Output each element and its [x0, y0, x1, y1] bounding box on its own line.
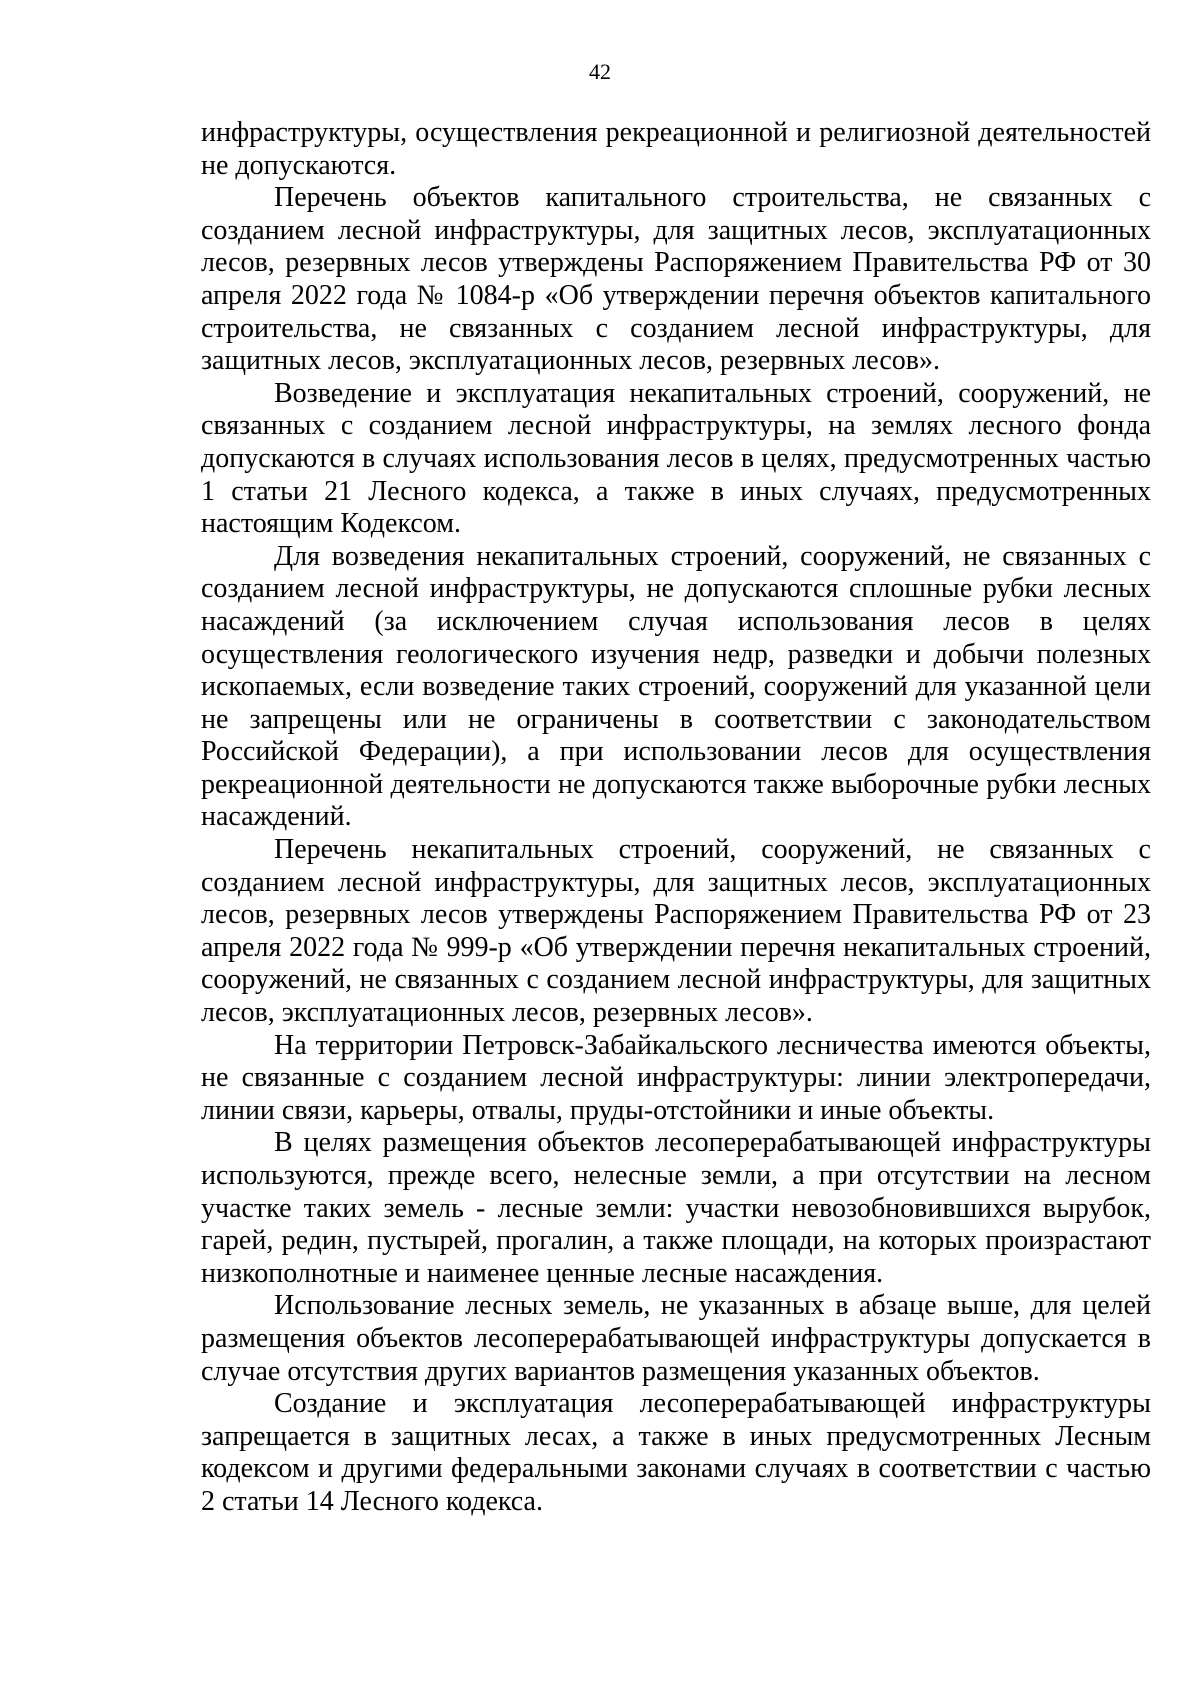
paragraph-capital-construction-list: Перечень объектов капитального строительства, не связанных с созданием лесной инфраструктуры, для защитных лесов, эксплуатационных лесов, резервных лесов утверждены Распоряжением Правительства РФ от 30 апреля 2022 года № 1084-р «Об утверждении перечня объектов капитального строительства, не связанных с созданием лесной инфраструктуры, для защитных лесов, эксплуатационных лесов, резервных лесов». — [201, 182, 1151, 377]
paragraph-existing-objects: На территории Петровск-Забайкальского лесничества имеются объекты, не связанные с созданием лесной инфраструктуры: линии электропередачи, линии связи, карьеры, отвалы, пруды-отстойники и иные объекты. — [201, 1029, 1151, 1126]
paragraph-non-capital-construction: Возведение и эксплуатация некапитальных строений, сооружений, не связанных с созданием лесной инфраструктуры, на землях лесного фонда допускаются в случаях использования лесов в целях, предусмотренных частью 1 статьи 21 Лесного кодекса, а также в иных случаях, предусмотренных настоящим Кодексом. — [201, 377, 1151, 540]
paragraph-clear-cutting-restriction: Для возведения некапитальных строений, сооружений, не связанных с созданием лесной инфраструктуры, не допускаются сплошные рубки лесных насаждений (за исключением случая использования лесов в целях осуществления геологического изучения недр, разведки и добычи полезных ископаемых, если возведение таких строений, сооружений для указанной цели не запрещены или не ограничены в соответствии с законодательством Российской Федерации), а при использовании лесов для осуществления рекреационной деятельности не допускаются также выборочные рубки лесных насаждений. — [201, 540, 1151, 833]
page-number: 42 — [589, 59, 611, 84]
paragraph-protective-forest-prohibition: Создание и эксплуатация лесоперерабатывающей инфраструктуры запрещается в защитных лесах, а также в иных предусмотренных Лесным кодексом и другими федеральными законами случаях в соответствии с частью 2 статьи 14 Лесного кодекса. — [201, 1388, 1151, 1517]
paragraph-processing-infrastructure-placement: В целях размещения объектов лесоперерабатывающей инфраструктуры используются, прежде всего, нелесные земли, а при отсутствии на лесном участке таких земель - лесные земли: участки невозобновившихся вырубок, гарей, редин, пустырей, прогалин, а также площади, на которых произрастают низкополнотные и наименее ценные лесные насаждения. — [201, 1127, 1151, 1289]
document-body — [201, 117, 1151, 1519]
paragraph-other-forest-land-use: Использование лесных земель, не указанных в абзаце выше, для целей размещения объектов лесоперерабатывающей инфраструктуры допускается в случае отсутствия других вариантов размещения указанных объектов. — [201, 1290, 1151, 1387]
paragraph-continuation: инфраструктуры, осуществления рекреационной и религиозной деятельностей не допускаются. — [201, 117, 1151, 181]
paragraph-non-capital-list: Перечень некапитальных строений, сооружений, не связанных с созданием лесной инфраструктуры, для защитных лесов, эксплуатационных лесов, резервных лесов утверждены Распоряжением Правительства РФ от 23 апреля 2022 года № 999-р «Об утверждении перечня некапитальных строений, сооружений, не связанных с созданием лесной инфраструктуры, для защитных лесов, эксплуатационных лесов, резервных лесов». — [201, 834, 1151, 1029]
